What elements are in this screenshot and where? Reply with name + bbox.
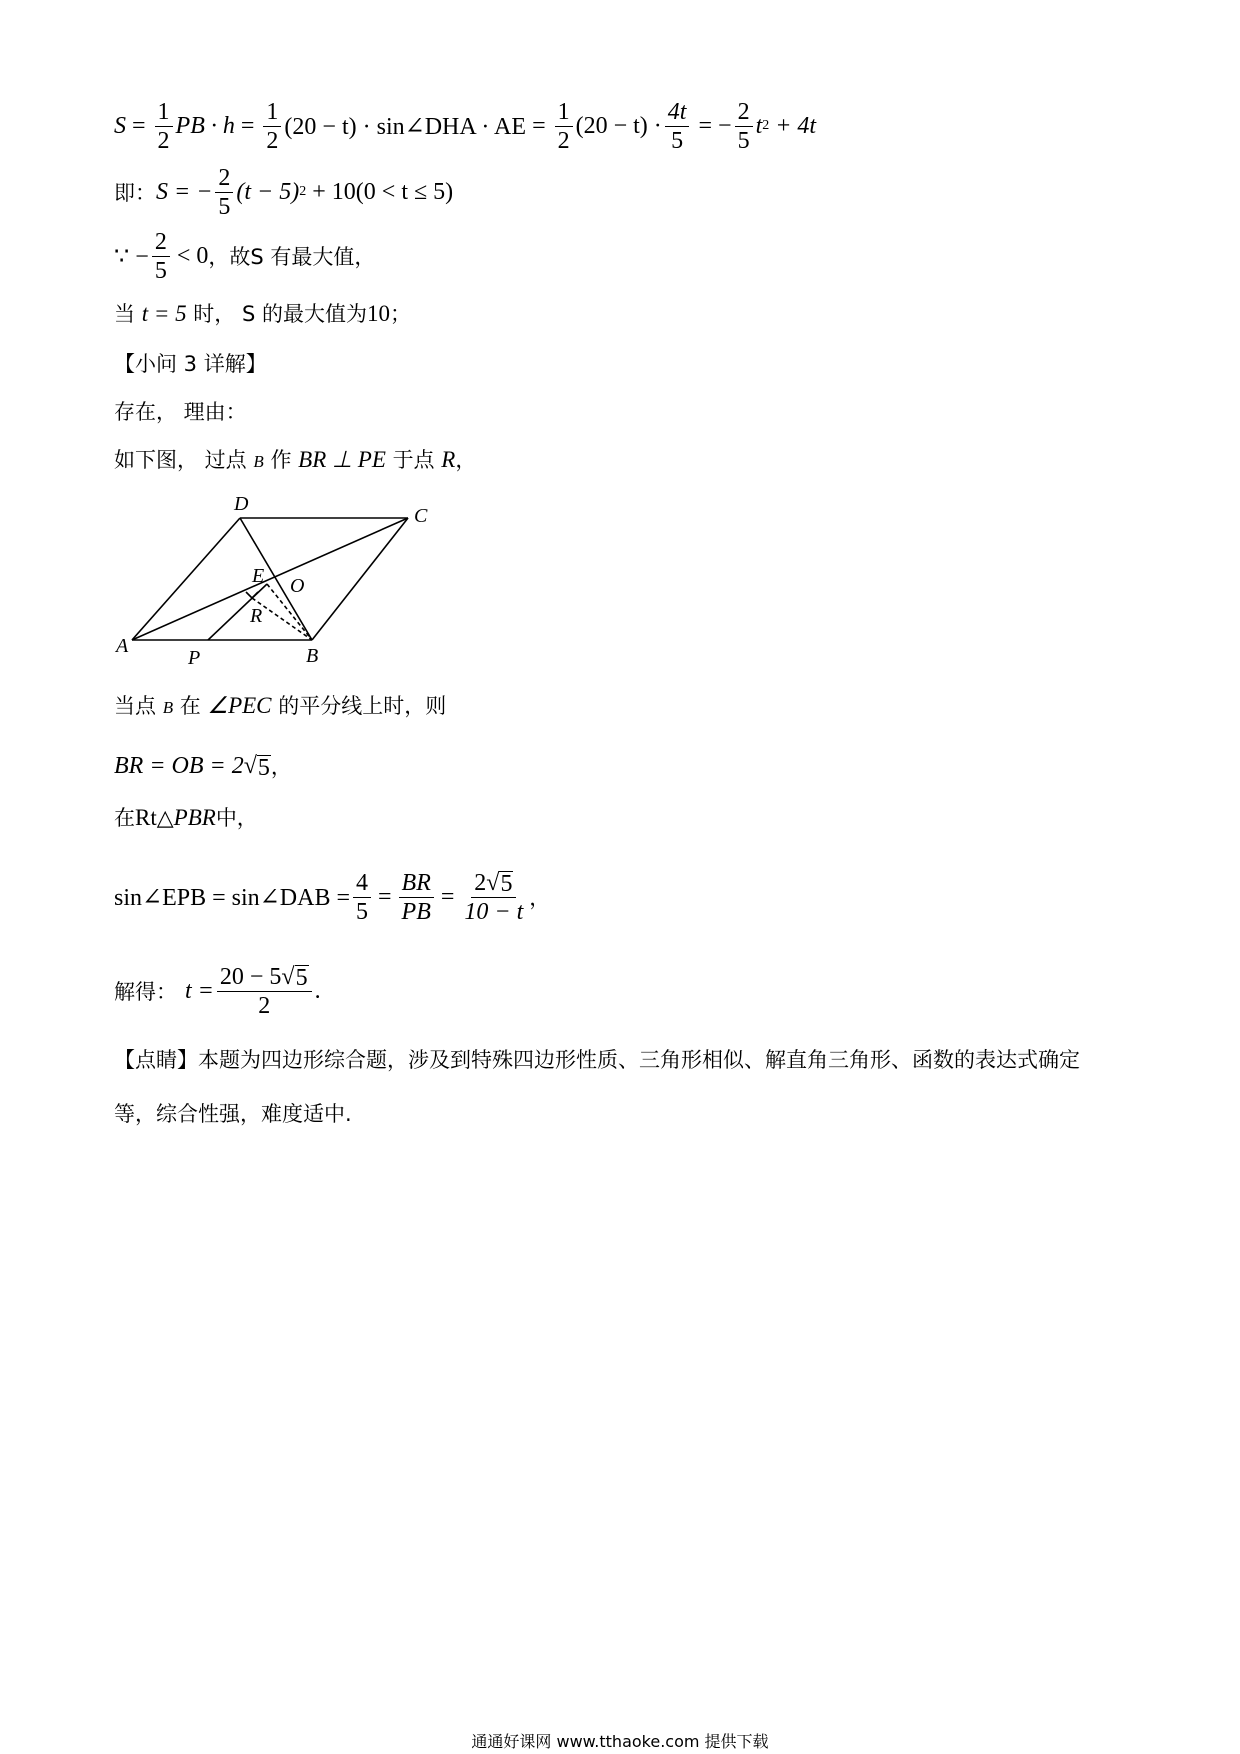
- fraction-2-5: [152, 229, 170, 284]
- t-equals-5: t = 5: [141, 301, 187, 326]
- denominator: 5: [218, 193, 231, 220]
- br-equals-ob: [114, 748, 292, 784]
- denominator: 10 − t: [464, 898, 524, 925]
- max-value: 10: [366, 301, 390, 326]
- equals: =: [698, 112, 713, 139]
- diagonal-ac: [132, 518, 408, 640]
- sqrt-5: √ 5: [486, 869, 513, 897]
- solution-line: [114, 956, 321, 1026]
- paren-t-5: (t − 5): [236, 178, 300, 205]
- coef: 2: [474, 869, 487, 896]
- minus: −: [718, 112, 732, 139]
- term-20-t: (20 − t) ·: [575, 112, 662, 139]
- fraction-2-5: [215, 165, 233, 220]
- text: 的平分线上时，则: [278, 694, 447, 718]
- label-c: C: [414, 505, 428, 527]
- footer: 通通好课网 www.tthaoke.com 提供下载: [471, 1732, 769, 1751]
- area-expression: [114, 96, 816, 156]
- equals: =: [378, 883, 392, 910]
- angle-pec: ∠PEC: [207, 693, 272, 718]
- radicand: 5: [295, 964, 308, 991]
- perpendicular-expr: BR ⊥ PE: [298, 447, 386, 472]
- t-equals: t =: [185, 977, 214, 1004]
- comment-line-2: 等，综合性强，难度适中.: [114, 1102, 352, 1126]
- numerator: 2: [735, 99, 753, 127]
- because-minus: ∵ −: [114, 243, 149, 270]
- fraction-half: [263, 99, 281, 154]
- numerator: [471, 870, 516, 898]
- text: 当: [114, 302, 135, 326]
- label-r: R: [250, 605, 263, 627]
- segment-ad: [132, 518, 240, 640]
- less-than-zero: < 0: [176, 242, 209, 269]
- text: 当点: [114, 694, 156, 718]
- domain: + 10(0 < t ≤ 5): [312, 178, 454, 205]
- text: ，: [455, 448, 477, 472]
- exponent: 2: [299, 184, 307, 199]
- numerator: 1: [263, 99, 281, 127]
- sin-equation: [114, 862, 550, 932]
- numerator: 1: [555, 99, 573, 127]
- prefix: 即：: [114, 181, 156, 205]
- fraction-2sqrt5-10-t: [461, 870, 526, 925]
- numerator: 4: [353, 870, 371, 898]
- right-triangle-line: 在Rt△PBR中，: [114, 805, 258, 830]
- br-ob: BR = OB = 2: [114, 752, 244, 779]
- denominator: 5: [154, 257, 167, 284]
- denominator: 5: [671, 127, 684, 154]
- equals: =: [532, 112, 546, 139]
- equals: =: [440, 883, 455, 910]
- label-b: B: [306, 645, 319, 667]
- point-b: B: [162, 698, 174, 717]
- text: 在: [179, 694, 201, 718]
- point-r: R: [441, 447, 456, 472]
- equals: =: [240, 112, 255, 139]
- numerator: BR: [399, 870, 434, 898]
- prefix: 解得：: [114, 980, 177, 1004]
- equals: =: [132, 112, 146, 139]
- period: .: [314, 977, 321, 1004]
- bisector-line: [114, 692, 446, 722]
- vertex-form-line: [114, 162, 453, 222]
- comma: ，: [270, 755, 292, 779]
- max-value-line: [114, 300, 411, 328]
- label-p: P: [188, 647, 201, 669]
- rt: Rt: [135, 805, 157, 830]
- segment-cb: [312, 518, 408, 640]
- fraction-4t-5: [665, 99, 690, 154]
- denominator: 2: [557, 127, 570, 154]
- sin-lhs: sin∠EPB = sin∠DAB =: [114, 884, 350, 911]
- sqrt-5: √ 5: [243, 752, 270, 781]
- sqrt-5: √ 5: [281, 963, 308, 991]
- negative-coefficient-line: [114, 226, 375, 286]
- fraction-2-5: [735, 99, 753, 154]
- numerator: [217, 964, 312, 992]
- triangle-pbr: PBR: [173, 805, 216, 830]
- radicand: 5: [500, 870, 513, 897]
- fraction-half: [155, 99, 173, 154]
- comment-line-1: 【点睛】本题为四边形综合题，涉及到特殊四边形性质、三角形相似、解直角三角形、函数的表达式确定: [114, 1048, 1080, 1072]
- section-3-heading: 【小问 3 详解】: [114, 352, 267, 376]
- denominator: PB: [401, 898, 431, 925]
- numerator: 1: [155, 99, 173, 127]
- var-s: S: [114, 112, 126, 139]
- text: 如下图， 过点: [114, 448, 247, 472]
- denominator: 2: [258, 992, 271, 1019]
- denominator: 2: [266, 127, 279, 154]
- denominator: 5: [737, 127, 750, 154]
- label-d: D: [234, 493, 249, 515]
- comma: ，: [529, 886, 551, 910]
- text: 时， S 的最大值为: [193, 302, 367, 326]
- text: ；: [389, 302, 411, 326]
- label-o: O: [290, 575, 305, 597]
- denominator: 5: [356, 898, 368, 925]
- fraction-br-pb: [399, 870, 434, 925]
- var-t: t: [755, 112, 763, 139]
- label-e: E: [252, 565, 265, 587]
- term-sin: (20 − t) · sin∠DHA · AE: [284, 113, 527, 140]
- exists-line: 存在， 理由：: [114, 400, 247, 424]
- parallelogram-figure: [110, 492, 450, 670]
- label-a: A: [116, 635, 129, 657]
- pb-h: PB · h: [175, 112, 235, 139]
- radicand: 5: [257, 754, 270, 781]
- point-b: B: [253, 452, 264, 471]
- s-equals: S = −: [156, 178, 213, 205]
- fraction-solution: [217, 964, 312, 1019]
- text: 中，: [215, 806, 258, 830]
- denominator: 2: [157, 127, 170, 154]
- figure-intro-line: [114, 446, 476, 476]
- numerator: 4t: [665, 99, 690, 127]
- exponent: 2: [762, 118, 770, 133]
- numerator: 2: [215, 165, 233, 193]
- fraction-4-5: [353, 870, 371, 925]
- conclusion-text: ，故S 有最大值，: [208, 245, 376, 269]
- fraction-half: [555, 99, 573, 154]
- num-text: 20 − 5: [219, 963, 282, 990]
- numerator: 2: [152, 229, 170, 257]
- text: 于点: [392, 448, 435, 472]
- plus-4t: + 4t: [775, 112, 817, 139]
- text: 作: [270, 448, 292, 472]
- text: 在: [114, 806, 135, 830]
